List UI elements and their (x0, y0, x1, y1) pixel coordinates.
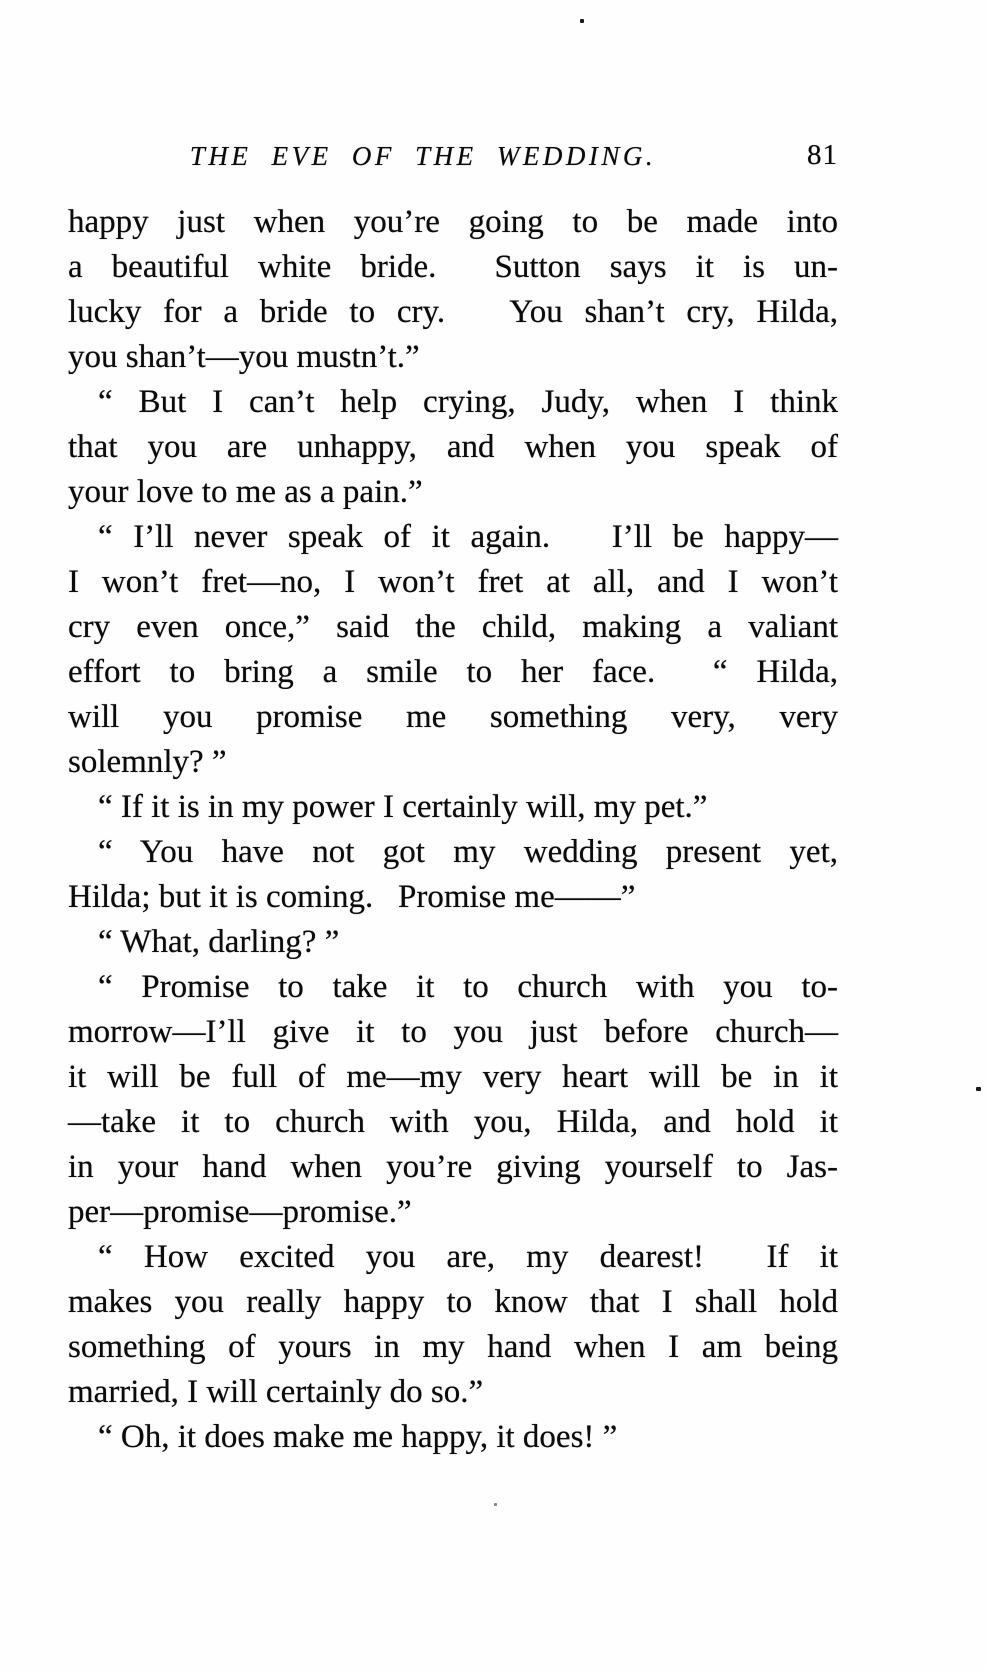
text-line-23: per—promise—promise.” (68, 1194, 412, 1230)
text-line-16: Hilda; but it is coming. Promise me——” (68, 879, 636, 915)
text-line-8: “ I’ll never speak of it again. I’ll be happy— (98, 519, 838, 555)
text-line-21: —take it to church with you, Hilda, and hold it (68, 1104, 838, 1140)
text-line-5: “ But I can’t help crying, Judy, when I think (98, 384, 838, 420)
text-line-28: “ Oh, it does make me happy, it does! ” (98, 1419, 618, 1455)
text-line-20: it will be full of me—my very heart will be in it (68, 1059, 838, 1095)
page-text (68, 200, 838, 1460)
text-line-27: married, I will certainly do so.” (68, 1374, 484, 1410)
text-line-17: “ What, darling? ” (98, 924, 340, 960)
ink-speck (976, 1087, 981, 1091)
ink-speck (494, 1503, 497, 1506)
text-line-11: effort to bring a smile to her face. “ Hilda, (68, 654, 838, 690)
page-number: 81 (807, 139, 838, 171)
text-line-3: lucky for a bride to cry. You shan’t cry, Hilda, (68, 294, 838, 330)
text-line-26: something of yours in my hand when I am being (68, 1329, 838, 1365)
text-line-4: you shan’t—you mustn’t.” (68, 339, 420, 375)
text-line-18: “ Promise to take it to church with you to- (98, 969, 838, 1005)
text-line-25: makes you really happy to know that I shall hold (68, 1284, 838, 1320)
text-line-19: morrow—I’ll give it to you just before church— (68, 1014, 838, 1050)
text-line-1: happy just when you’re going to be made into (68, 204, 838, 240)
page-header (68, 141, 838, 183)
ink-speck (580, 19, 584, 23)
text-line-12: will you promise me something very, very (68, 699, 838, 735)
text-line-15: “ You have not got my wedding present yet, (98, 834, 838, 870)
text-line-14: “ If it is in my power I certainly will, my pet.” (98, 789, 708, 825)
text-line-9: I won’t fret—no, I won’t fret at all, and I won’t (68, 564, 838, 600)
text-line-7: your love to me as a pain.” (68, 474, 423, 510)
text-line-24: “ How excited you are, my dearest! If it (98, 1239, 838, 1275)
text-line-22: in your hand when you’re giving yourself to Jas- (68, 1149, 838, 1185)
text-line-10: cry even once,” said the child, making a valiant (68, 609, 838, 645)
text-line-6: that you are unhappy, and when you speak of (68, 429, 838, 465)
text-line-2: a beautiful white bride. Sutton says it is un- (68, 249, 838, 285)
running-title: THE EVE OF THE WEDDING. (189, 141, 657, 171)
text-line-13: solemnly? ” (68, 744, 227, 780)
